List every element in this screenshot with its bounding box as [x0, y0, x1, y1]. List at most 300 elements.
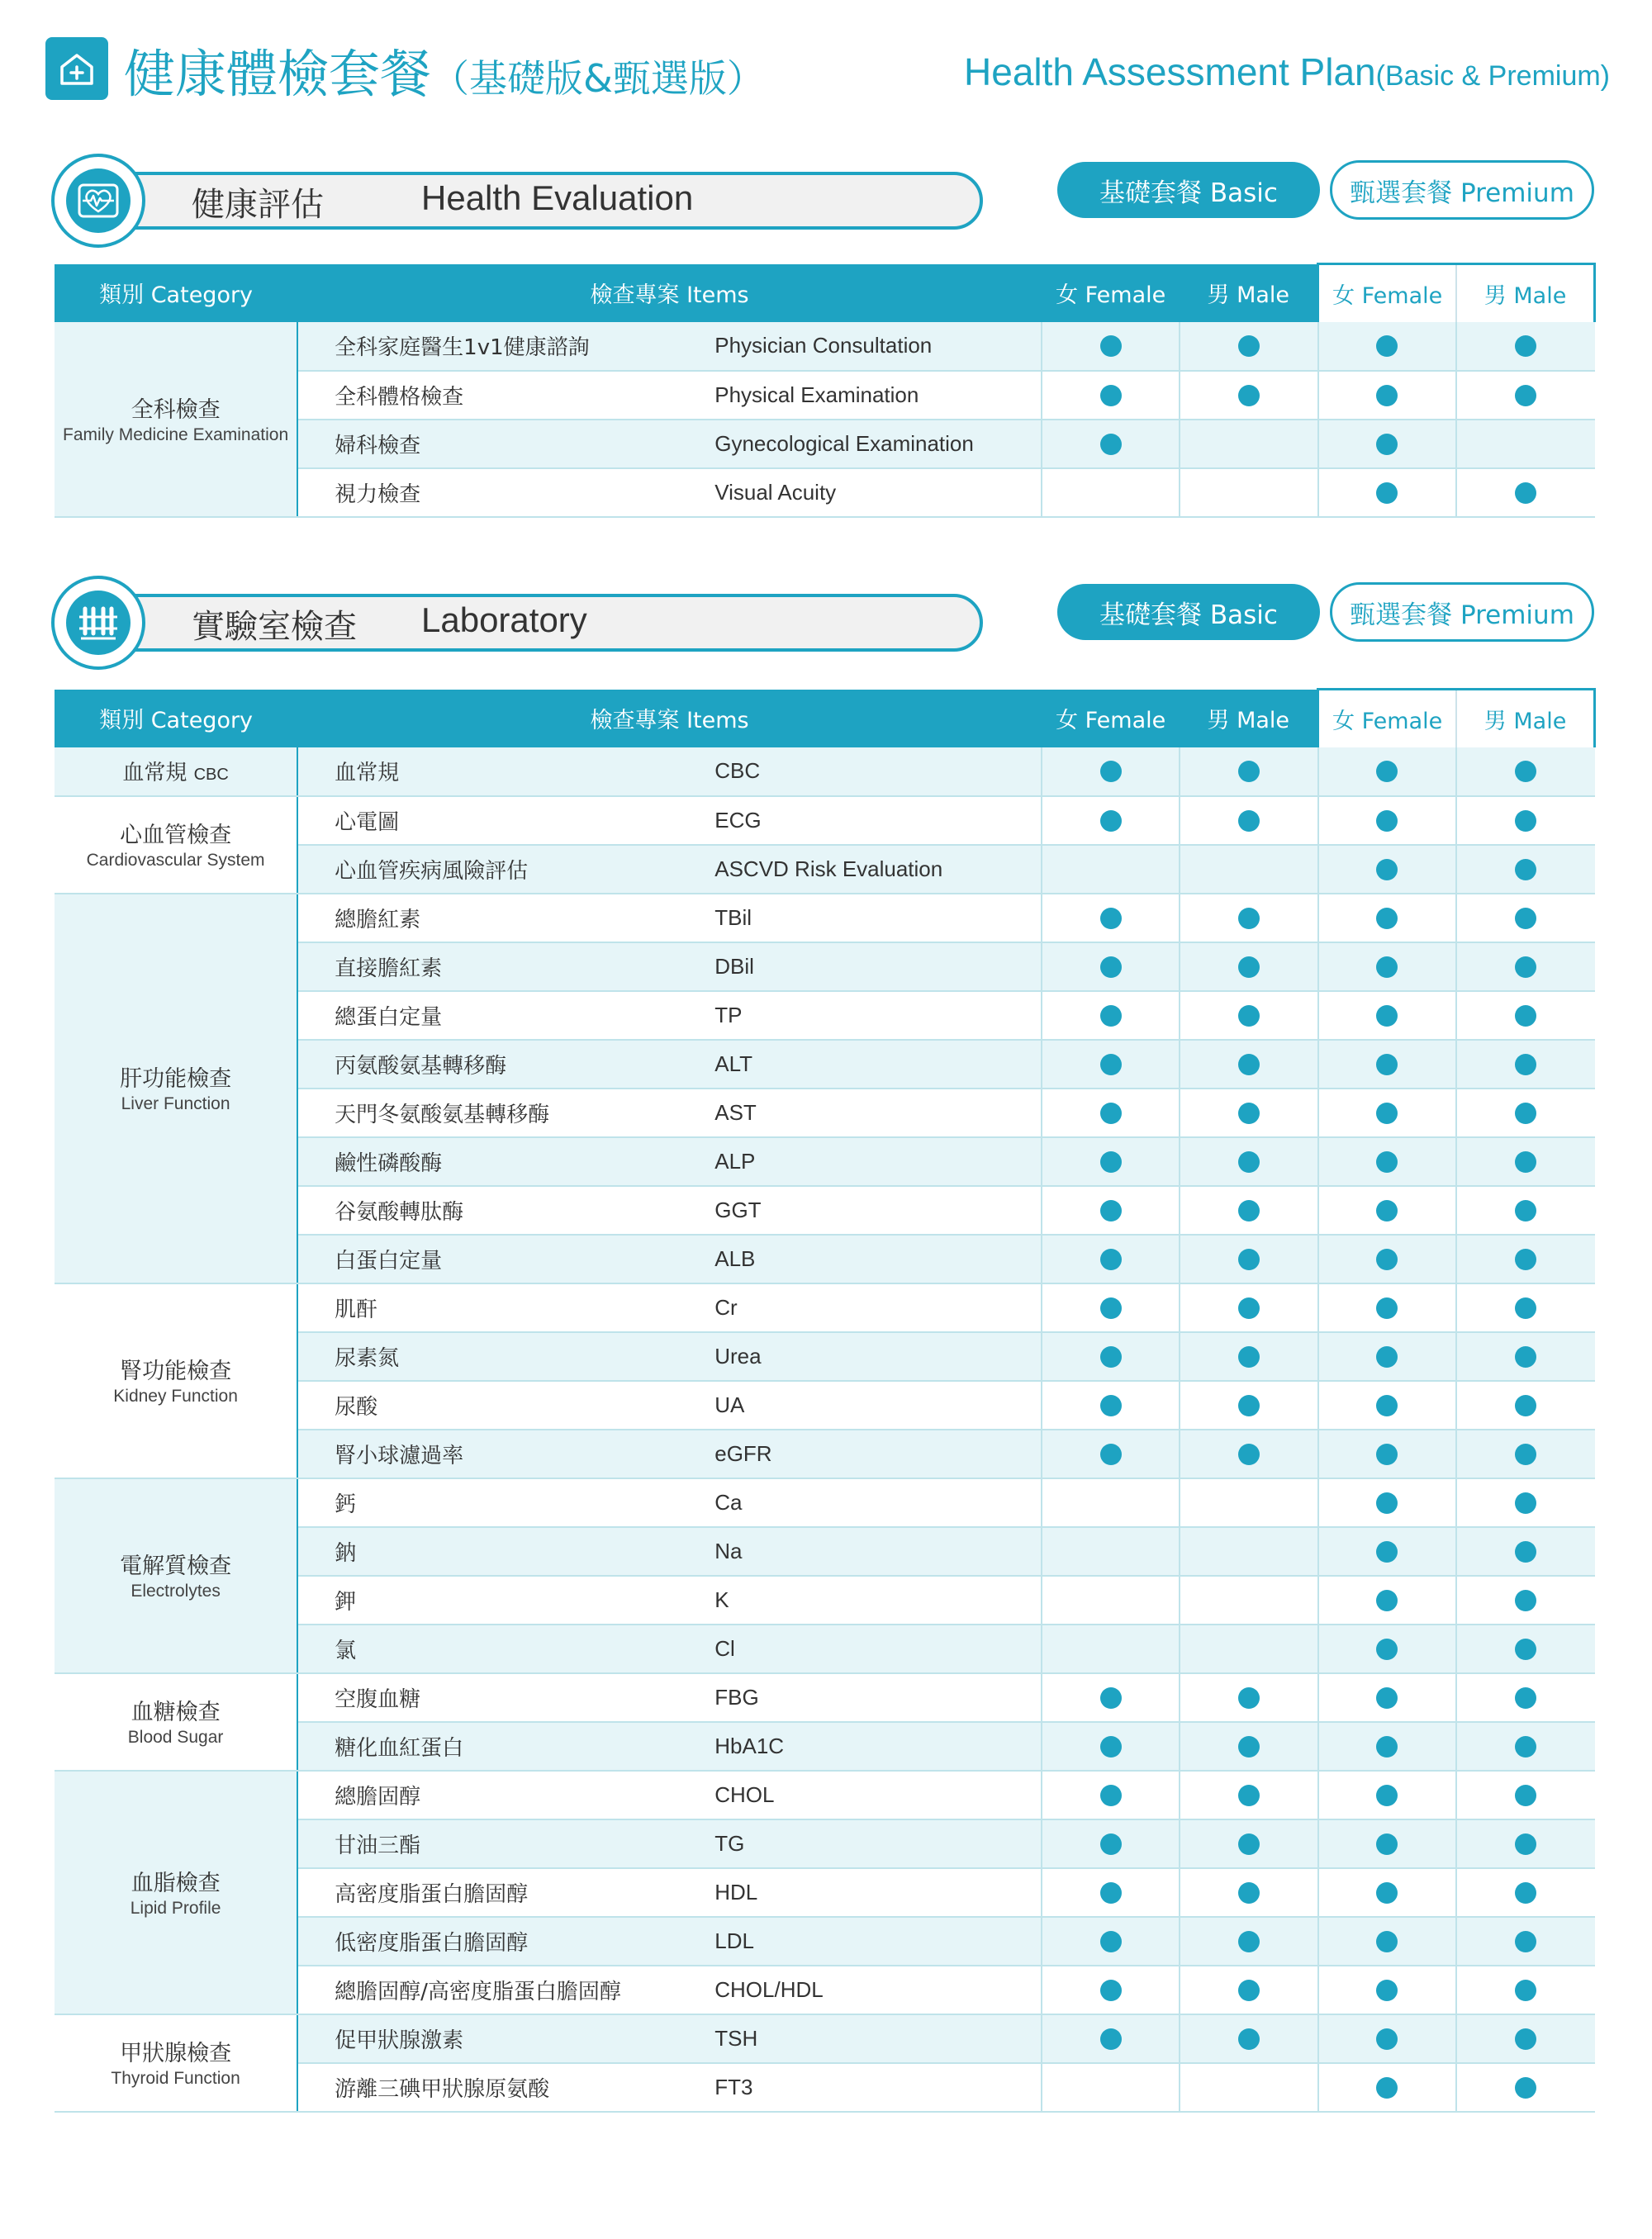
prem-f-cell	[1318, 1089, 1456, 1137]
table-row	[55, 1283, 1595, 1332]
basic-m-cell	[1180, 894, 1317, 942]
included-dot-icon	[1238, 956, 1260, 978]
category-name-zh: 血糖檢查	[131, 1700, 221, 1726]
basic-m-cell	[1180, 1137, 1317, 1186]
basic-m-cell	[1180, 1332, 1317, 1381]
basic-m-cell	[1180, 1966, 1317, 2014]
included-dot-icon	[1376, 1590, 1398, 1611]
prem-f-cell	[1318, 1966, 1456, 2014]
item-name-en: LDL	[708, 1917, 1042, 1966]
basic-m-cell	[1180, 747, 1317, 796]
category-cell	[55, 894, 297, 1283]
item-name-zh: 肌酐	[297, 1283, 708, 1332]
included-dot-icon	[1515, 1054, 1536, 1075]
basic-plan-label: 基礎套餐 Basic	[1057, 584, 1320, 640]
included-dot-icon	[1100, 1346, 1122, 1368]
item-name-zh: 心電圖	[297, 796, 708, 845]
item-name-en: eGFR	[708, 1430, 1042, 1478]
included-dot-icon	[1238, 1444, 1260, 1465]
category-name-en: Liver Function	[121, 1094, 230, 1114]
prem-f-cell	[1318, 1527, 1456, 1576]
basic-m-cell	[1180, 1673, 1317, 1722]
page-header	[45, 33, 1615, 107]
included-dot-icon	[1515, 908, 1536, 929]
prem-f-cell	[1318, 1917, 1456, 1966]
included-dot-icon	[1238, 1054, 1260, 1075]
included-dot-icon	[1515, 1931, 1536, 1952]
included-dot-icon	[1515, 1492, 1536, 1514]
included-dot-icon	[1100, 908, 1122, 929]
included-dot-icon	[1376, 956, 1398, 978]
item-name-zh: 低密度脂蛋白膽固醇	[297, 1917, 708, 1966]
table-row	[55, 796, 1595, 845]
item-name-zh: 空腹血糖	[297, 1673, 708, 1722]
included-dot-icon	[1376, 908, 1398, 929]
laboratory-table	[55, 688, 1596, 2113]
included-dot-icon	[1100, 385, 1122, 406]
included-dot-icon	[1238, 1200, 1260, 1221]
basic-f-cell	[1042, 1478, 1180, 1527]
basic-f-cell	[1042, 1771, 1180, 1819]
prem-f-cell	[1318, 1040, 1456, 1089]
prem-f-cell	[1318, 2063, 1456, 2112]
included-dot-icon	[1515, 1785, 1536, 1806]
item-name-zh: 總膽紅素	[297, 894, 708, 942]
category-name-zh: 肝功能檢查	[120, 1066, 232, 1093]
basic-f-cell	[1042, 1283, 1180, 1332]
prem-f-cell	[1318, 1868, 1456, 1917]
basic-m-cell	[1180, 371, 1317, 420]
item-name-en: FBG	[708, 1673, 1042, 1722]
basic-f-cell	[1042, 1966, 1180, 2014]
health-evaluation-table	[55, 263, 1596, 518]
test-tube-rack-icon	[51, 576, 145, 670]
included-dot-icon	[1515, 1005, 1536, 1027]
category-cell	[55, 1283, 297, 1478]
prem-m-cell	[1456, 1819, 1594, 1868]
included-dot-icon	[1238, 1785, 1260, 1806]
included-dot-icon	[1376, 859, 1398, 880]
basic-m-cell	[1180, 322, 1317, 371]
item-name-en: ECG	[708, 796, 1042, 845]
prem-m-cell	[1456, 1917, 1594, 1966]
basic-m-cell	[1180, 420, 1317, 468]
basic-m-cell	[1180, 1819, 1317, 1868]
included-dot-icon	[1376, 1736, 1398, 1758]
included-dot-icon	[1515, 1590, 1536, 1611]
item-name-en: Urea	[708, 1332, 1042, 1381]
category-name-en: Family Medicine Examination	[63, 425, 289, 444]
item-name-en: AST	[708, 1089, 1042, 1137]
basic-f-cell	[1042, 1381, 1180, 1430]
included-dot-icon	[1100, 810, 1122, 832]
basic-f-cell	[1042, 322, 1180, 371]
included-dot-icon	[1238, 1687, 1260, 1709]
prem-f-cell	[1318, 1771, 1456, 1819]
basic-f-cell	[1042, 796, 1180, 845]
category-name-zh: 甲狀腺檢查	[120, 2041, 232, 2067]
prem-f-cell	[1318, 845, 1456, 894]
item-name-en: Cl	[708, 1625, 1042, 1673]
category-cell	[55, 322, 297, 517]
included-dot-icon	[1100, 1980, 1122, 2001]
prem-m-cell	[1456, 2014, 1594, 2063]
included-dot-icon	[1238, 1833, 1260, 1855]
prem-m-cell	[1456, 1235, 1594, 1283]
included-dot-icon	[1515, 1249, 1536, 1270]
included-dot-icon	[1515, 1980, 1536, 2001]
included-dot-icon	[1100, 1200, 1122, 1221]
basic-f-cell	[1042, 1917, 1180, 1966]
item-name-en: DBil	[708, 942, 1042, 991]
item-name-en: K	[708, 1576, 1042, 1625]
section-title-en: Health Evaluation	[421, 178, 694, 217]
basic-f-cell	[1042, 1673, 1180, 1722]
item-name-zh: 心血管疾病風險評估	[297, 845, 708, 894]
page-title-en: Health Assessment Plan(Basic & Premium)	[964, 50, 1610, 93]
item-name-zh: 鉀	[297, 1576, 708, 1625]
category-name-zh: 血脂檢查	[131, 1870, 221, 1896]
prem-m-cell	[1456, 1771, 1594, 1819]
prem-m-cell	[1456, 1576, 1594, 1625]
item-name-zh: 視力檢查	[297, 468, 708, 517]
item-name-en: ASCVD Risk Evaluation	[708, 845, 1042, 894]
included-dot-icon	[1100, 1444, 1122, 1465]
section-title-zh: 實驗室檢查	[192, 608, 357, 646]
basic-f-cell	[1042, 1625, 1180, 1673]
included-dot-icon	[1100, 1687, 1122, 1709]
included-dot-icon	[1100, 956, 1122, 978]
item-name-en: TP	[708, 991, 1042, 1040]
included-dot-icon	[1376, 1444, 1398, 1465]
included-dot-icon	[1376, 1054, 1398, 1075]
item-name-en: ALP	[708, 1137, 1042, 1186]
basic-plan-label: 基礎套餐 Basic	[1057, 162, 1320, 218]
included-dot-icon	[1100, 1054, 1122, 1075]
included-dot-icon	[1376, 2077, 1398, 2099]
included-dot-icon	[1515, 956, 1536, 978]
prem-f-cell	[1318, 747, 1456, 796]
basic-m-cell	[1180, 1771, 1317, 1819]
prem-m-cell	[1456, 468, 1594, 517]
prem-f-cell	[1318, 991, 1456, 1040]
prem-f-cell	[1318, 942, 1456, 991]
prem-m-cell	[1456, 1089, 1594, 1137]
basic-m-cell	[1180, 1283, 1317, 1332]
included-dot-icon	[1100, 1931, 1122, 1952]
basic-f-cell	[1042, 371, 1180, 420]
basic-m-cell	[1180, 1917, 1317, 1966]
item-name-en: UA	[708, 1381, 1042, 1430]
prem-m-cell	[1456, 1186, 1594, 1235]
column-header-items: 檢查專案 Items	[297, 690, 1042, 747]
item-name-zh: 氯	[297, 1625, 708, 1673]
included-dot-icon	[1100, 761, 1122, 782]
basic-m-cell	[1180, 1527, 1317, 1576]
included-dot-icon	[1376, 1785, 1398, 1806]
item-name-zh: 鈉	[297, 1527, 708, 1576]
included-dot-icon	[1238, 1103, 1260, 1124]
included-dot-icon	[1100, 335, 1122, 357]
prem-m-cell	[1456, 1673, 1594, 1722]
table-row	[55, 1771, 1595, 1819]
item-name-zh: 促甲狀腺激素	[297, 2014, 708, 2063]
prem-m-cell	[1456, 1381, 1594, 1430]
prem-m-cell	[1456, 420, 1594, 468]
prem-m-cell	[1456, 1625, 1594, 1673]
basic-m-cell	[1180, 796, 1317, 845]
included-dot-icon	[1376, 810, 1398, 832]
included-dot-icon	[1238, 1005, 1260, 1027]
prem-f-cell	[1318, 2014, 1456, 2063]
prem-m-cell	[1456, 796, 1594, 845]
item-name-en: HDL	[708, 1868, 1042, 1917]
included-dot-icon	[1515, 761, 1536, 782]
prem-m-cell	[1456, 1430, 1594, 1478]
included-dot-icon	[1238, 908, 1260, 929]
included-dot-icon	[1100, 1151, 1122, 1173]
included-dot-icon	[1376, 1980, 1398, 2001]
prem-m-cell	[1456, 1868, 1594, 1917]
basic-f-cell	[1042, 1040, 1180, 1089]
item-name-zh: 糖化血紅蛋白	[297, 1722, 708, 1771]
table-row	[55, 747, 1595, 796]
included-dot-icon	[1376, 1103, 1398, 1124]
heart-monitor-icon	[51, 154, 145, 248]
included-dot-icon	[1515, 1395, 1536, 1416]
prem-f-cell	[1318, 894, 1456, 942]
item-name-zh: 谷氨酸轉肽酶	[297, 1186, 708, 1235]
category-name-en: Thyroid Function	[111, 2069, 240, 2089]
included-dot-icon	[1515, 1882, 1536, 1904]
included-dot-icon	[1238, 761, 1260, 782]
section-title-en: Laboratory	[421, 600, 587, 639]
column-header-premium-female: 女 Female	[1318, 264, 1456, 322]
premium-plan-label: 甄選套餐 Premium	[1330, 160, 1594, 220]
item-name-zh: 總膽固醇/高密度脂蛋白膽固醇	[297, 1966, 708, 2014]
table-header-row	[55, 264, 1595, 322]
basic-m-cell	[1180, 1430, 1317, 1478]
prem-m-cell	[1456, 2063, 1594, 2112]
included-dot-icon	[1376, 1541, 1398, 1563]
item-name-zh: 腎小球濾過率	[297, 1430, 708, 1478]
section-header-laboratory	[51, 576, 1596, 675]
item-name-en: FT3	[708, 2063, 1042, 2112]
item-name-zh: 鹼性磷酸酶	[297, 1137, 708, 1186]
category-cell	[55, 2014, 297, 2112]
section-header-health-evaluation	[51, 154, 1596, 253]
column-header-premium-male: 男 Male	[1456, 690, 1594, 747]
basic-f-cell	[1042, 747, 1180, 796]
included-dot-icon	[1238, 1151, 1260, 1173]
category-cell	[55, 796, 297, 894]
item-name-zh: 血常規	[297, 747, 708, 796]
prem-m-cell	[1456, 1966, 1594, 2014]
prem-f-cell	[1318, 1137, 1456, 1186]
basic-m-cell	[1180, 1040, 1317, 1089]
included-dot-icon	[1100, 1005, 1122, 1027]
item-name-zh: 鈣	[297, 1478, 708, 1527]
item-name-en: TSH	[708, 2014, 1042, 2063]
included-dot-icon	[1515, 859, 1536, 880]
included-dot-icon	[1100, 1833, 1122, 1855]
included-dot-icon	[1515, 1736, 1536, 1758]
basic-m-cell	[1180, 1722, 1317, 1771]
prem-f-cell	[1318, 796, 1456, 845]
included-dot-icon	[1238, 335, 1260, 357]
included-dot-icon	[1238, 1346, 1260, 1368]
basic-f-cell	[1042, 1235, 1180, 1283]
prem-f-cell	[1318, 420, 1456, 468]
included-dot-icon	[1376, 1882, 1398, 1904]
included-dot-icon	[1515, 335, 1536, 357]
prem-f-cell	[1318, 322, 1456, 371]
category-cell	[55, 1478, 297, 1673]
basic-m-cell	[1180, 1625, 1317, 1673]
prem-f-cell	[1318, 468, 1456, 517]
item-name-zh: 全科體格檢查	[297, 371, 708, 420]
included-dot-icon	[1100, 1736, 1122, 1758]
item-name-zh: 游離三碘甲狀腺原氨酸	[297, 2063, 708, 2112]
item-name-zh: 總膽固醇	[297, 1771, 708, 1819]
included-dot-icon	[1238, 1882, 1260, 1904]
category-name-zh: 血常規	[122, 761, 188, 785]
included-dot-icon	[1238, 1395, 1260, 1416]
table-header-row	[55, 690, 1595, 747]
column-header-category: 類別 Category	[55, 690, 297, 747]
column-header-basic-female: 女 Female	[1042, 264, 1180, 322]
included-dot-icon	[1515, 2028, 1536, 2050]
table-row	[55, 2014, 1595, 2063]
basic-m-cell	[1180, 2063, 1317, 2112]
prem-f-cell	[1318, 1430, 1456, 1478]
included-dot-icon	[1376, 1833, 1398, 1855]
included-dot-icon	[1100, 1882, 1122, 1904]
included-dot-icon	[1238, 1931, 1260, 1952]
item-name-en: TBil	[708, 894, 1042, 942]
included-dot-icon	[1515, 1541, 1536, 1563]
item-name-en: ALB	[708, 1235, 1042, 1283]
included-dot-icon	[1515, 1200, 1536, 1221]
prem-m-cell	[1456, 1332, 1594, 1381]
item-name-zh: 直接膽紅素	[297, 942, 708, 991]
included-dot-icon	[1376, 385, 1398, 406]
item-name-en: Physical Examination	[708, 371, 1042, 420]
basic-m-cell	[1180, 1478, 1317, 1527]
basic-m-cell	[1180, 1235, 1317, 1283]
prem-m-cell	[1456, 991, 1594, 1040]
item-name-zh: 甘油三酯	[297, 1819, 708, 1868]
included-dot-icon	[1238, 1980, 1260, 2001]
basic-f-cell	[1042, 1527, 1180, 1576]
prem-m-cell	[1456, 1283, 1594, 1332]
premium-plan-label: 甄選套餐 Premium	[1330, 582, 1594, 642]
included-dot-icon	[1100, 1785, 1122, 1806]
category-cell	[55, 747, 297, 796]
included-dot-icon	[1515, 1103, 1536, 1124]
item-name-en: Physician Consultation	[708, 322, 1042, 371]
category-name-en: CBC	[193, 766, 229, 784]
included-dot-icon	[1515, 1444, 1536, 1465]
section-title-zh: 健康評估	[192, 186, 324, 224]
basic-m-cell	[1180, 1576, 1317, 1625]
included-dot-icon	[1515, 1346, 1536, 1368]
prem-f-cell	[1318, 1673, 1456, 1722]
included-dot-icon	[1100, 1249, 1122, 1270]
prem-f-cell	[1318, 1186, 1456, 1235]
category-name-zh: 腎功能檢查	[120, 1359, 232, 1385]
included-dot-icon	[1376, 2028, 1398, 2050]
included-dot-icon	[1100, 2028, 1122, 2050]
prem-m-cell	[1456, 1137, 1594, 1186]
item-name-zh: 天門冬氨酸氨基轉移酶	[297, 1089, 708, 1137]
included-dot-icon	[1376, 1297, 1398, 1319]
included-dot-icon	[1376, 335, 1398, 357]
basic-f-cell	[1042, 1722, 1180, 1771]
included-dot-icon	[1100, 1395, 1122, 1416]
category-name-zh: 心血管檢查	[120, 823, 232, 849]
column-header-basic-male: 男 Male	[1180, 690, 1317, 747]
included-dot-icon	[1238, 1736, 1260, 1758]
included-dot-icon	[1100, 1103, 1122, 1124]
item-name-en: Na	[708, 1527, 1042, 1576]
included-dot-icon	[1238, 1297, 1260, 1319]
basic-f-cell	[1042, 2014, 1180, 2063]
included-dot-icon	[1515, 810, 1536, 832]
included-dot-icon	[1376, 1395, 1398, 1416]
basic-f-cell	[1042, 1819, 1180, 1868]
prem-m-cell	[1456, 371, 1594, 420]
basic-f-cell	[1042, 1089, 1180, 1137]
table-row	[55, 322, 1595, 371]
item-name-en: GGT	[708, 1186, 1042, 1235]
basic-f-cell	[1042, 2063, 1180, 2112]
basic-f-cell	[1042, 991, 1180, 1040]
included-dot-icon	[1515, 1639, 1536, 1660]
prem-f-cell	[1318, 1478, 1456, 1527]
category-name-zh: 電解質檢查	[120, 1554, 232, 1580]
included-dot-icon	[1376, 1249, 1398, 1270]
column-header-category: 類別 Category	[55, 264, 297, 322]
category-cell	[55, 1673, 297, 1771]
prem-f-cell	[1318, 1576, 1456, 1625]
included-dot-icon	[1376, 761, 1398, 782]
page-title-zh: 健康體檢套餐（基礎版&甄選版）	[124, 44, 765, 104]
prem-f-cell	[1318, 1819, 1456, 1868]
column-header-premium-female: 女 Female	[1318, 690, 1456, 747]
included-dot-icon	[1238, 2028, 1260, 2050]
category-name-en: Lipid Profile	[130, 1898, 221, 1918]
item-name-zh: 白蛋白定量	[297, 1235, 708, 1283]
category-name-en: Blood Sugar	[127, 1728, 224, 1748]
included-dot-icon	[1376, 1492, 1398, 1514]
prem-m-cell	[1456, 322, 1594, 371]
home-plus-icon	[45, 37, 108, 100]
table-row	[55, 1478, 1595, 1527]
basic-f-cell	[1042, 1430, 1180, 1478]
included-dot-icon	[1376, 434, 1398, 455]
basic-f-cell	[1042, 1332, 1180, 1381]
prem-f-cell	[1318, 1625, 1456, 1673]
item-name-en: Cr	[708, 1283, 1042, 1332]
included-dot-icon	[1515, 1297, 1536, 1319]
included-dot-icon	[1238, 385, 1260, 406]
prem-f-cell	[1318, 1235, 1456, 1283]
basic-m-cell	[1180, 2014, 1317, 2063]
basic-m-cell	[1180, 845, 1317, 894]
column-header-items: 檢查專案 Items	[297, 264, 1042, 322]
included-dot-icon	[1238, 1249, 1260, 1270]
